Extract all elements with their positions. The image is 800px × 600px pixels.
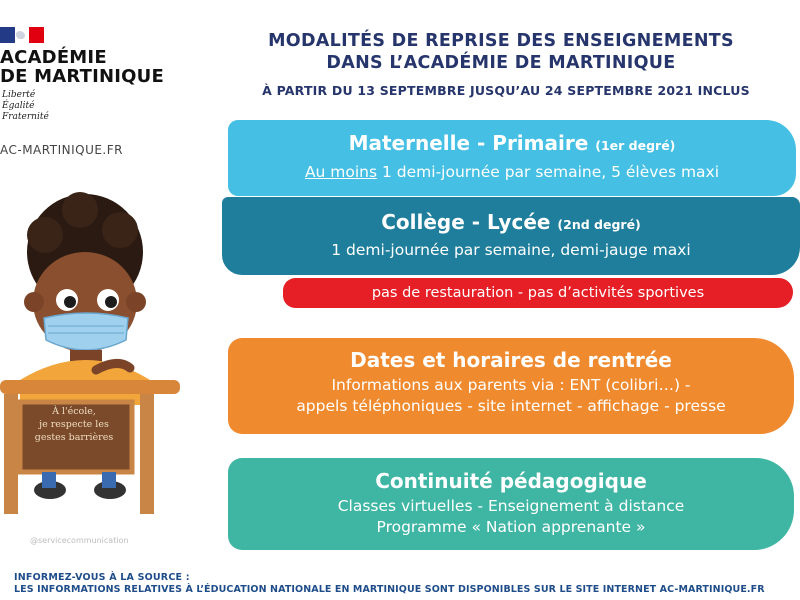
primaire-heading bbox=[228, 131, 796, 158]
illustration-credit: @servicecommunication bbox=[30, 536, 129, 545]
dates-section bbox=[228, 338, 794, 434]
dates-line-1: Informations aux parents via : ENT (colibri…) - bbox=[331, 376, 691, 394]
dates-line-2: appels téléphoniques - site internet - affichage - presse bbox=[296, 397, 726, 415]
republic-motto bbox=[2, 90, 49, 123]
board-line-3: gestes barrières bbox=[34, 432, 114, 443]
motto-fraternite: Fraternité bbox=[2, 112, 49, 122]
footer-heading: INFORMEZ-VOUS À LA SOURCE : bbox=[14, 572, 190, 583]
academie-logo-text bbox=[0, 48, 164, 86]
continuite-title: Continuité pédagogique bbox=[375, 469, 647, 493]
title-line-2: DANS L’ACADÉMIE DE MARTINIQUE bbox=[326, 53, 676, 73]
warning-banner bbox=[283, 278, 793, 308]
board-line-1: À l'école, bbox=[52, 406, 96, 417]
masked-child-illustration bbox=[0, 190, 190, 535]
continuite-line-2: Programme « Nation apprenante » bbox=[376, 518, 646, 536]
child-drawing-icon bbox=[0, 190, 190, 535]
date-range-subtitle: À PARTIR DU 13 SEPTEMBRE JUSQU’AU 24 SEPTEMBRE 2021 INCLUS bbox=[262, 83, 750, 98]
motto-egalite: Égalité bbox=[2, 101, 35, 111]
college-section bbox=[222, 197, 800, 275]
primaire-title: Maternelle - Primaire bbox=[348, 131, 589, 155]
page-title bbox=[236, 30, 766, 74]
logo-line-1: ACADÉMIE bbox=[0, 47, 107, 68]
college-tag: (2nd degré) bbox=[557, 217, 641, 232]
primaire-section bbox=[228, 120, 796, 196]
warning-text: pas de restauration - pas d’activités sportives bbox=[371, 285, 705, 301]
primaire-tag: (1er degré) bbox=[595, 138, 676, 153]
desk-board-text bbox=[20, 405, 128, 444]
board-line-2: je respecte les bbox=[39, 419, 109, 430]
primaire-detail-underlined: Au moins bbox=[304, 163, 378, 181]
logo-line-2: DE MARTINIQUE bbox=[0, 66, 164, 87]
republique-flag-icon bbox=[0, 27, 44, 43]
footer-info: LES INFORMATIONS RELATIVES À L’ÉDUCATION NATIONALE EN MARTINIQUE SONT DISPONIBLES SUR LE SITE INTERNET AC-MARTINIQUE.FR bbox=[14, 584, 765, 595]
primaire-detail bbox=[228, 162, 796, 183]
college-detail: 1 demi-journée par semaine, demi-jauge maxi bbox=[331, 241, 691, 259]
college-heading bbox=[222, 210, 800, 237]
continuite-section bbox=[228, 458, 794, 550]
site-url-left: AC-MARTINIQUE.FR bbox=[0, 143, 123, 157]
title-line-1: MODALITÉS DE REPRISE DES ENSEIGNEMENTS bbox=[268, 31, 734, 51]
dates-title: Dates et horaires de rentrée bbox=[350, 348, 672, 372]
continuite-line-1: Classes virtuelles - Enseignement à distance bbox=[337, 497, 685, 515]
motto-liberte: Liberté bbox=[2, 90, 36, 100]
college-title: Collège - Lycée bbox=[381, 210, 551, 234]
primaire-detail-rest: 1 demi-journée par semaine, 5 élèves maxi bbox=[377, 163, 720, 181]
